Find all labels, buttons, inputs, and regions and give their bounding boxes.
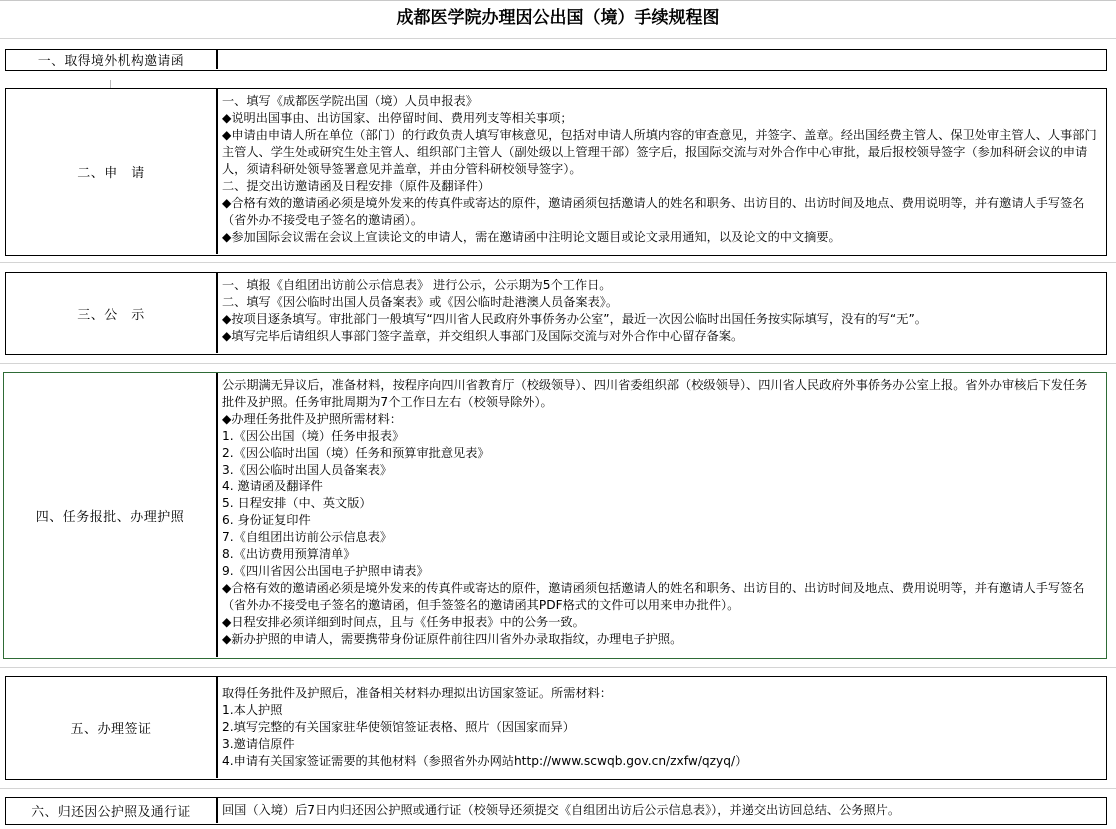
section-5-line: 4.申请有关国家签证需要的其他材料（参照省外办网站http://www.scwqb.gov.cn/zxfw/qzyq/）: [222, 754, 748, 768]
section-5-line: 2.填写完整的有关国家驻华使领馆签证表格、照片（因国家而异）: [222, 720, 575, 734]
section-2-line: ◆合格有效的邀请函必须是境外发来的传真件或寄达的原件，邀请函须包括邀请人的姓名和职务、出访目的、出访时间及地点、费用说明等，并有邀请人手写签名（省外办不接受电子签名的邀请函）。: [222, 196, 1085, 227]
section-6-box: [5, 797, 1107, 825]
section-1-box: [5, 49, 1107, 71]
section-4-line: 7.《自组团出访前公示信息表》: [222, 530, 393, 545]
section-3-line: 二、填写《因公临时出国人员备案表》或《因公临时赴港澳人员备案表》。: [222, 295, 619, 309]
section-3-box: [5, 272, 1107, 355]
section-2-content[interactable]: [218, 89, 1104, 254]
section-4-line: ◆办理任务批件及护照所需材料：: [222, 411, 402, 426]
section-5-label[interactable]: 五、办理签证: [70, 722, 152, 737]
section-4-line: ◆新办护照的申请人，需要携带身份证原件前往四川省外办录取指纹，办理电子护照。: [222, 631, 683, 646]
section-6-content[interactable]: [218, 798, 1104, 823]
section-2-box: [5, 88, 1107, 256]
section-2-line: 一、填写《成都医学院出国（境）人员申报表》: [222, 94, 478, 108]
section-3-line: ◆按项目逐条填写。审批部门一般填写“四川省人民政府外事侨务办公室”，最近一次因公临时出国任务按实际填写，没有的写“无”。: [222, 312, 927, 326]
section-3-content[interactable]: [218, 273, 1104, 353]
section-5-line: 3.邀请信原件: [222, 737, 295, 751]
section-1-divider: [216, 50, 218, 69]
section-2-line: ◆说明出国事由、出访国家、出停留时间、费用列支等相关事项；: [222, 111, 573, 125]
section-4-content[interactable]: [218, 373, 1104, 657]
section-2-line: ◆申请由申请人所在单位（部门）的行政负责人填写审核意见，包括对申请人所填内容的审查意见，并签字、盖章。经出国经费主管人、保卫处审主管人、人事部门主管人、学生处或研究生处主管人、组织部门主管人（副处级以上管理干部）签字后，报国际交流与对外合作中心审批，最后报校领导签字（参加科研会议的申请人，须请科研处领导签署意见并盖章，并由分管科研校领导签字）。: [222, 128, 1097, 176]
row-gridline: [0, 788, 1116, 789]
section-4-line: 6. 身份证复印件: [222, 513, 311, 528]
row-gridline: [0, 262, 1116, 263]
section-3-line: ◆填写完毕后请组织人事部门签字盖章，并交组织人事部门及国际交流与对外合作中心留存备案。: [222, 329, 744, 343]
section-5-content[interactable]: [218, 677, 1104, 778]
row-gridline: [0, 667, 1116, 668]
section-3-line: 一、填报《自组团出访前公示信息表》 进行公示，公示期为5个工作日。: [222, 278, 612, 292]
section-6-line: 回国（入境）后7日内归还因公护照或通行证（校领导还须提交《自组团出访后公示信息表》），并递交出访回总结、公务照片。: [222, 803, 901, 817]
section-5-line: 1.本人护照: [222, 703, 283, 717]
section-4-label[interactable]: 四、任务报批、办理护照: [35, 509, 185, 525]
section-4-line: 5. 日程安排（中、英文版）: [222, 496, 372, 511]
gap-marker: [110, 80, 111, 88]
row-gridline: [0, 363, 1116, 364]
section-4-box: [3, 372, 1107, 659]
section-4-line: 公示期满无异议后，准备材料，按程序向四川省教育厅（校级领导）、四川省委组织部（校级领导）、四川省人民政府外事侨务办公室上报。省外办审核后下发任务批件及护照。任务审批周期为7个工作日左右（校领导除外）。: [222, 378, 1088, 409]
section-1-label[interactable]: 一、取得境外机构邀请函: [37, 54, 185, 69]
section-4-line: ◆日程安排必须详细到时间点，且与《任务申报表》中的公务一致。: [222, 614, 585, 629]
section-6-label[interactable]: 六、归还因公护照及通行证: [31, 805, 191, 820]
section-4-line: 1.《因公出国（境）任务申报表》: [222, 428, 405, 443]
row-gridline: [0, 38, 1116, 39]
section-4-line: 9.《四川省因公出国电子护照申请表》: [222, 563, 429, 578]
page-title[interactable]: 成都医学院办理因公出国（境）手续规程图: [396, 8, 720, 28]
section-3-label[interactable]: 三、公 示: [77, 307, 145, 323]
section-2-label[interactable]: 二、申 请: [77, 166, 145, 181]
section-4-line: 4. 邀请函及翻译件: [222, 479, 323, 494]
section-5-box: [5, 676, 1107, 780]
section-4-line: 3.《因公临时出国人员备案表》: [222, 462, 393, 477]
section-2-line: ◆参加国际会议需在会议上宣读论文的申请人，需在邀请函中注明论文题目或论文录用通知，以及论文的中文摘要。: [222, 230, 841, 244]
section-2-line: 二、提交出访邀请函及日程安排（原件及翻译件）: [222, 179, 491, 193]
section-4-line: ◆合格有效的邀请函必须是境外发来的传真件或寄达的原件，邀请函须包括邀请人的姓名和职务、出访目的、出访时间及地点、费用说明等，并有邀请人手写签名（省外办不接受电子签名的邀请函，但手签签名的邀请函其PDF格式的文件可以用来申办批件）。: [222, 580, 1085, 612]
section-4-line: 8.《出访费用预算清单》: [222, 547, 356, 562]
section-5-line: 取得任务批件及护照后，准备相关材料办理拟出访国家签证。所需材料：: [222, 686, 612, 700]
section-4-line: 2.《因公临时出国（境）任务和预算审批意见表》: [222, 445, 490, 460]
